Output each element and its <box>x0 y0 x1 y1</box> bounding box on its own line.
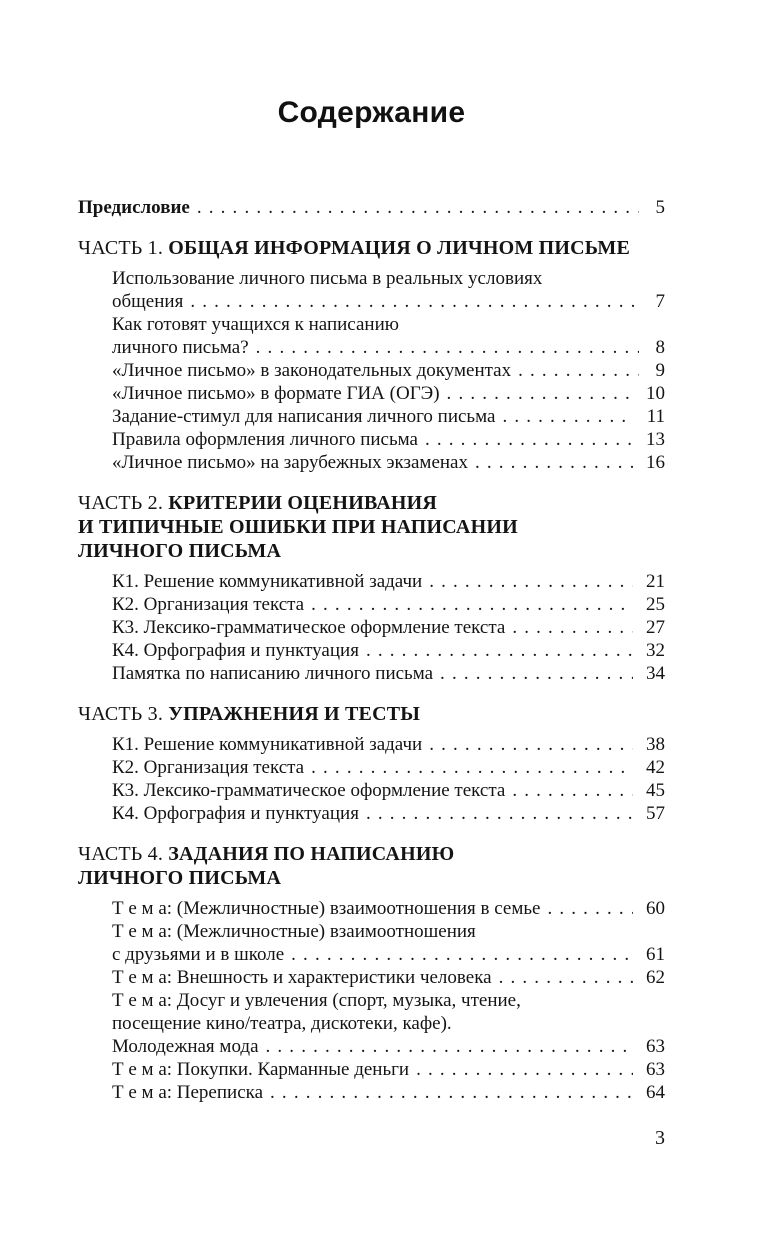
toc-row <box>112 359 665 382</box>
toc-section <box>78 702 665 825</box>
section-heading <box>78 236 665 260</box>
toc-entry-page-number: 21 <box>646 571 665 592</box>
toc-item <box>78 570 665 593</box>
toc-entry-text: К2. Организация текста <box>112 594 305 615</box>
dot-leader <box>429 733 633 756</box>
toc-item <box>78 662 665 685</box>
toc-entry-text: Как готовят учащихся к написанию <box>112 314 399 335</box>
toc-entry-text: Памятка по написанию личного письма <box>112 663 434 684</box>
toc-item <box>78 593 665 616</box>
toc-row <box>112 290 665 313</box>
toc-entry-page-number: 32 <box>646 640 665 661</box>
toc-row <box>112 756 665 779</box>
toc-entry-page-number: 7 <box>655 291 665 312</box>
toc-row <box>112 336 665 359</box>
toc-row <box>112 405 665 428</box>
toc-item <box>78 1058 665 1081</box>
section-heading-line <box>78 236 665 260</box>
toc-entry-page-number: 27 <box>646 617 665 638</box>
toc-entry-page-number: 38 <box>646 734 665 755</box>
dot-leader <box>366 639 633 662</box>
toc-entry-text: общения <box>112 291 184 312</box>
toc-entry-text: К2. Организация текста <box>112 757 305 778</box>
toc-item <box>78 428 665 451</box>
section-heading <box>78 702 665 726</box>
toc-entry-page-number: 62 <box>646 967 665 988</box>
toc-entry-page-number: 42 <box>646 757 665 778</box>
toc-item <box>78 616 665 639</box>
toc-item <box>78 1081 665 1104</box>
dot-leader <box>256 336 639 359</box>
toc-section <box>78 236 665 474</box>
toc-entry-text: «Личное письмо» в законодательных документах <box>112 360 512 381</box>
toc-row <box>112 313 665 336</box>
page-title: Содержание <box>277 96 466 129</box>
section-title: ОБЩАЯ ИНФОРМАЦИЯ О ЛИЧНОМ ПИСЬМЕ <box>168 237 631 259</box>
toc-entry-text: К3. Лексико-грамматическое оформление текста <box>112 617 506 638</box>
section-heading-line <box>78 491 665 515</box>
section-heading-line <box>78 702 665 726</box>
toc-row <box>112 802 665 825</box>
dot-leader <box>502 405 633 428</box>
toc-entry-text: Предисловие <box>78 197 190 218</box>
toc-item <box>78 382 665 405</box>
section-items <box>78 733 665 825</box>
toc-entry-page-number: 63 <box>646 1036 665 1057</box>
toc-entry-page-number: 10 <box>646 383 665 404</box>
dot-leader <box>291 943 633 966</box>
toc-entry-page-number: 60 <box>646 898 665 919</box>
toc-entry-page-number: 34 <box>646 663 665 684</box>
toc-row <box>112 943 665 966</box>
toc-entry-text: Т е м а: Внешность и характеристики человека <box>112 967 492 988</box>
dot-leader <box>190 290 639 313</box>
dot-leader <box>311 756 633 779</box>
section-title-continued: ЛИЧНОГО ПИСЬМА <box>78 867 282 889</box>
toc-item <box>78 920 665 966</box>
page-number: 3 <box>655 1127 665 1149</box>
toc-item <box>78 802 665 825</box>
toc-entry-page-number: 5 <box>655 197 665 218</box>
toc-section <box>78 842 665 1104</box>
toc-entry-text: Т е м а: Досуг и увлечения (спорт, музыка, чтение, <box>112 990 521 1011</box>
toc-entry-text: Правила оформления личного письма <box>112 429 418 450</box>
dot-leader <box>270 1081 633 1104</box>
toc-entry-text: Т е м а: (Межличностные) взаимоотношения в семье <box>112 898 541 919</box>
toc-entry-text: «Личное письмо» на зарубежных экзаменах <box>112 452 468 473</box>
section-number-label: ЧАСТЬ 4. <box>78 843 169 865</box>
toc-item <box>78 359 665 382</box>
toc-section <box>78 491 665 685</box>
section-heading <box>78 491 665 563</box>
toc-item <box>78 756 665 779</box>
toc-entry-text: К3. Лексико-грамматическое оформление текста <box>112 780 506 801</box>
toc-row <box>78 196 665 219</box>
toc-entry-page-number: 25 <box>646 594 665 615</box>
section-title: УПРАЖНЕНИЯ И ТЕСТЫ <box>168 703 421 725</box>
toc-row <box>112 639 665 662</box>
toc-row <box>112 382 665 405</box>
toc-entry-page-number: 9 <box>655 360 665 381</box>
toc-entry-text: К1. Решение коммуникативной задачи <box>112 571 423 592</box>
toc-entry-text: с друзьями и в школе <box>112 944 285 965</box>
section-items <box>78 897 665 1104</box>
section-title: ЗАДАНИЯ ПО НАПИСАНИЮ <box>168 843 455 865</box>
dot-leader <box>499 966 633 989</box>
toc-row <box>112 1035 665 1058</box>
section-number-label: ЧАСТЬ 1. <box>78 237 169 259</box>
page-content <box>78 0 665 1104</box>
toc-entry-page-number: 45 <box>646 780 665 801</box>
toc-item <box>78 405 665 428</box>
dot-leader <box>547 897 633 920</box>
toc-item <box>78 966 665 989</box>
section-heading <box>78 842 665 890</box>
section-title-continued: И ТИПИЧНЫЕ ОШИБКИ ПРИ НАПИСАНИИ <box>78 516 518 538</box>
toc-entry-page-number: 16 <box>646 452 665 473</box>
toc-row <box>112 966 665 989</box>
dot-leader <box>447 382 633 405</box>
toc-entry-page-number: 64 <box>646 1082 665 1103</box>
toc-entry-page-number: 8 <box>655 337 665 358</box>
section-heading-line <box>78 842 665 866</box>
toc-row <box>112 662 665 685</box>
toc-row <box>112 779 665 802</box>
toc-row <box>112 920 665 943</box>
section-items <box>78 267 665 474</box>
toc-row <box>112 733 665 756</box>
dot-leader <box>475 451 633 474</box>
toc-item <box>78 639 665 662</box>
toc-entry-text: личного письма? <box>112 337 249 358</box>
section-items <box>78 570 665 685</box>
section-title: КРИТЕРИИ ОЦЕНИВАНИЯ <box>168 492 438 514</box>
dot-leader <box>518 359 639 382</box>
toc-row <box>112 593 665 616</box>
toc-entry-page-number: 61 <box>646 944 665 965</box>
toc-row <box>112 897 665 920</box>
toc-entry-text: Т е м а: (Межличностные) взаимоотношения <box>112 921 476 942</box>
toc-row <box>112 989 665 1012</box>
toc-entry-text: «Личное письмо» в формате ГИА (ОГЭ) <box>112 383 440 404</box>
toc-entry-page-number: 63 <box>646 1059 665 1080</box>
toc-entry-text: Т е м а: Покупки. Карманные деньги <box>112 1059 410 1080</box>
toc-row <box>112 428 665 451</box>
section-title-continued: ЛИЧНОГО ПИСЬМА <box>78 540 282 562</box>
dot-leader <box>416 1058 633 1081</box>
section-number-label: ЧАСТЬ 2. <box>78 492 169 514</box>
toc-entry-text: Молодежная мода <box>112 1036 259 1057</box>
toc-item <box>78 451 665 474</box>
toc-row <box>112 570 665 593</box>
toc-entry-text: Использование личного письма в реальных условиях <box>112 268 543 289</box>
toc-entry-text: К4. Орфография и пунктуация <box>112 640 359 661</box>
toc-item <box>78 897 665 920</box>
dot-leader <box>197 196 639 219</box>
toc-row <box>112 267 665 290</box>
dot-leader <box>311 593 633 616</box>
dot-leader <box>512 616 633 639</box>
toc-row <box>112 1012 665 1035</box>
dot-leader <box>429 570 633 593</box>
toc-item <box>78 989 665 1058</box>
section-number-label: ЧАСТЬ 3. <box>78 703 169 725</box>
toc-entry-page-number: 57 <box>646 803 665 824</box>
toc-item <box>78 779 665 802</box>
toc-entry-page-number: 13 <box>646 429 665 450</box>
toc-item <box>78 267 665 313</box>
toc-entry-page-number: 11 <box>646 406 665 427</box>
toc-entry-text: посещение кино/театра, дискотеки, кафе). <box>112 1013 452 1034</box>
toc-item <box>78 733 665 756</box>
toc-list <box>78 196 665 1104</box>
toc-entry-text: Задание-стимул для написания личного письма <box>112 406 496 427</box>
toc-row <box>112 1081 665 1104</box>
dot-leader <box>440 662 633 685</box>
dot-leader <box>266 1035 634 1058</box>
dot-leader <box>425 428 633 451</box>
toc-row <box>112 1058 665 1081</box>
toc-entry-text: К1. Решение коммуникативной задачи <box>112 734 423 755</box>
dot-leader <box>512 779 633 802</box>
toc-entry-text: К4. Орфография и пунктуация <box>112 803 359 824</box>
toc-item <box>78 313 665 359</box>
dot-leader <box>366 802 633 825</box>
toc-entry-text: Т е м а: Переписка <box>112 1082 264 1103</box>
toc-row <box>112 616 665 639</box>
toc-row <box>112 451 665 474</box>
